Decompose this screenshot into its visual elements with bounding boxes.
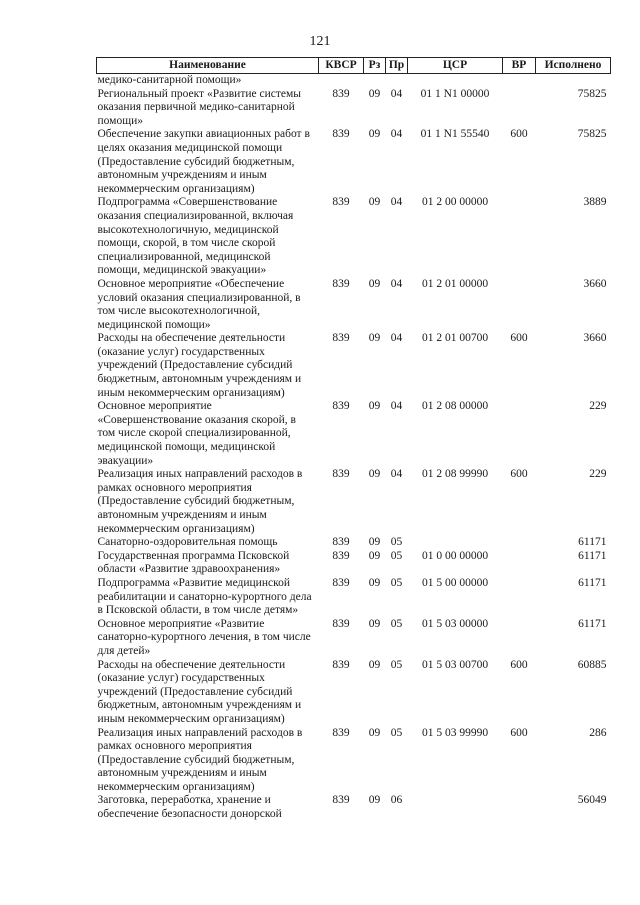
header-done: Исполнено xyxy=(536,58,611,74)
row-done: 3889 xyxy=(583,196,607,209)
row-rz: 09 xyxy=(368,536,381,549)
row-vr xyxy=(503,74,536,88)
row-pr: 05 xyxy=(390,576,403,589)
row-name: Реализация иных направлений расходов в рамках основного мероприятия (Предоставление субсидий бюджетным, автономным учреждениям и иным некоммерческим организациям) xyxy=(97,468,303,535)
row-kvsr: 839 xyxy=(332,332,350,345)
row-kvsr: 839 xyxy=(332,468,350,481)
row-pr xyxy=(386,74,408,88)
row-rz: 09 xyxy=(368,400,381,413)
row-csr: 01 2 00 00000 xyxy=(421,196,489,209)
row-pr: 05 xyxy=(390,658,403,671)
row-csr: 01 1 N1 55540 xyxy=(420,128,490,141)
row-pr: 04 xyxy=(390,87,403,100)
row-name: Обеспечение закупки авиационных работ в целях оказания медицинской помощи (Предоставление субсидий бюджетным, автономным учреждениям и иным некоммерческим организациям) xyxy=(97,128,310,195)
table-row xyxy=(97,74,611,88)
header-kvsr: КВСР xyxy=(319,58,364,74)
row-csr: 01 5 03 00700 xyxy=(421,658,489,671)
row-csr: 01 5 03 00000 xyxy=(421,617,489,630)
row-pr: 04 xyxy=(390,400,403,413)
row-name: медико-санитарной помощи» xyxy=(97,74,242,86)
row-done: 60885 xyxy=(577,658,607,671)
row-kvsr: 839 xyxy=(332,794,350,807)
row-pr: 05 xyxy=(390,549,403,562)
table-row xyxy=(97,196,611,278)
row-rz: 09 xyxy=(368,726,381,739)
row-kvsr: 839 xyxy=(332,87,350,100)
header-vr: ВР xyxy=(503,58,536,74)
table-row xyxy=(97,400,611,468)
row-kvsr: 839 xyxy=(332,658,350,671)
page-number: 121 xyxy=(309,34,331,49)
row-name: Основное мероприятие «Обеспечение условий оказания специализированной, в том числе высокотехнологичной, медицинской помощи» xyxy=(97,277,301,331)
row-vr: 600 xyxy=(510,332,528,345)
row-name: Региональный проект «Развитие системы оказания первичной медико-санитарной помощи» xyxy=(97,87,301,127)
header-name: Наименование xyxy=(97,58,319,74)
row-pr: 04 xyxy=(390,196,403,209)
row-rz: 09 xyxy=(368,87,381,100)
row-rz: 09 xyxy=(368,549,381,562)
row-vr: 600 xyxy=(510,468,528,481)
row-rz: 09 xyxy=(368,128,381,141)
row-done: 61171 xyxy=(578,536,607,549)
row-csr xyxy=(408,74,503,88)
table-body xyxy=(97,74,611,822)
row-done: 75825 xyxy=(577,87,607,100)
table-row xyxy=(97,278,611,332)
row-pr: 04 xyxy=(390,128,403,141)
row-done: 286 xyxy=(589,726,607,739)
table-row xyxy=(97,577,611,618)
table-header xyxy=(97,58,611,74)
row-kvsr: 839 xyxy=(332,196,350,209)
table-row xyxy=(97,88,611,129)
row-done: 75825 xyxy=(577,128,607,141)
header-rz: Рз xyxy=(364,58,386,74)
header-pr: Пр xyxy=(386,58,408,74)
row-csr: 01 0 00 00000 xyxy=(421,549,489,562)
row-kvsr: 839 xyxy=(332,576,350,589)
row-name: Основное мероприятие «Совершенствование оказания скорой, в том числе скорой специализированной, медицинской помощи, медицинской эвакуации» xyxy=(97,400,296,467)
row-done: 229 xyxy=(589,400,607,413)
row-pr: 05 xyxy=(390,536,403,549)
row-csr xyxy=(408,536,503,550)
row-rz: 09 xyxy=(368,658,381,671)
table-row xyxy=(97,128,611,196)
row-done: 3660 xyxy=(583,332,607,345)
row-vr xyxy=(503,278,536,332)
row-kvsr: 839 xyxy=(332,277,350,290)
row-rz: 09 xyxy=(368,277,381,290)
row-done: 61171 xyxy=(578,576,607,589)
row-vr: 600 xyxy=(510,128,528,141)
row-name: Подпрограмма «Развитие медицинской реабилитации и санаторно-курортного дела в Псковской области, в том числе детям» xyxy=(97,576,312,617)
row-done: 61171 xyxy=(578,549,607,562)
row-name: Государственная программа Псковской области «Развитие здравоохранения» xyxy=(97,549,290,576)
row-csr: 01 2 01 00700 xyxy=(421,332,489,345)
table-row xyxy=(97,618,611,659)
row-vr xyxy=(503,400,536,468)
row-vr xyxy=(503,577,536,618)
row-pr: 06 xyxy=(390,794,403,807)
row-vr xyxy=(503,550,536,577)
row-vr xyxy=(503,88,536,129)
row-vr xyxy=(503,794,536,821)
row-done: 61171 xyxy=(578,617,607,630)
table-row xyxy=(97,794,611,821)
row-csr: 01 1 N1 00000 xyxy=(420,87,490,100)
row-name: Заготовка, переработка, хранение и обеспечение безопасности донорской xyxy=(97,794,282,821)
row-pr: 05 xyxy=(390,617,403,630)
row-pr: 04 xyxy=(390,468,403,481)
row-rz: 09 xyxy=(368,794,381,807)
table-row xyxy=(97,727,611,795)
row-name: Санаторно-оздоровительная помощь xyxy=(97,536,278,549)
table-row xyxy=(97,468,611,536)
row-kvsr: 839 xyxy=(332,549,350,562)
row-pr: 05 xyxy=(390,726,403,739)
row-rz xyxy=(364,74,386,88)
row-csr: 01 2 08 00000 xyxy=(421,400,489,413)
row-kvsr: 839 xyxy=(332,128,350,141)
row-csr: 01 2 08 99990 xyxy=(421,468,489,481)
table-row xyxy=(97,332,611,400)
row-csr: 01 2 01 00000 xyxy=(421,277,489,290)
row-rz: 09 xyxy=(368,332,381,345)
row-csr: 01 5 00 00000 xyxy=(421,576,489,589)
row-kvsr: 839 xyxy=(332,617,350,630)
row-rz: 09 xyxy=(368,468,381,481)
row-name: Основное мероприятие «Развитие санаторно-курортного лечения, в том числе для детей» xyxy=(97,617,311,657)
row-name: Расходы на обеспечение деятельности (оказание услуг) государственных учреждений (Предоставление субсидий бюджетным, автономным учреждениям и иным некоммерческим организациям) xyxy=(97,332,302,399)
row-csr xyxy=(408,794,503,821)
row-done: 229 xyxy=(589,468,607,481)
row-done xyxy=(536,74,611,88)
row-done: 3660 xyxy=(583,277,607,290)
row-kvsr: 839 xyxy=(332,400,350,413)
table-row xyxy=(97,536,611,550)
row-kvsr xyxy=(319,74,364,88)
row-pr: 04 xyxy=(390,332,403,345)
table-row xyxy=(97,550,611,577)
row-rz: 09 xyxy=(368,576,381,589)
row-kvsr: 839 xyxy=(332,726,350,739)
row-csr: 01 5 03 99990 xyxy=(421,726,489,739)
row-rz: 09 xyxy=(368,196,381,209)
row-pr: 04 xyxy=(390,277,403,290)
row-name: Расходы на обеспечение деятельности (оказание услуг) государственных учреждений (Предоставление субсидий бюджетным, автономным учреждениям и иным некоммерческим организациям) xyxy=(97,658,302,725)
row-vr xyxy=(503,618,536,659)
budget-table xyxy=(96,57,611,822)
row-name: Реализация иных направлений расходов в рамках основного мероприятия (Предоставление субсидий бюджетным, автономным учреждениям и иным некоммерческим организациям) xyxy=(97,726,303,793)
row-vr xyxy=(503,536,536,550)
row-vr xyxy=(503,196,536,278)
row-vr: 600 xyxy=(510,726,528,739)
row-kvsr: 839 xyxy=(332,536,350,549)
row-rz: 09 xyxy=(368,617,381,630)
table-row xyxy=(97,659,611,727)
row-done: 56049 xyxy=(577,794,607,807)
row-name: Подпрограмма «Совершенствование оказания специализированной, включая высокотехнологичную, медицинской помощи, скорой, в том числе скорой специализированной, медицинской помощи, медицинской эвакуации» xyxy=(97,196,294,277)
header-csr: ЦСР xyxy=(408,58,503,74)
row-vr: 600 xyxy=(510,658,528,671)
